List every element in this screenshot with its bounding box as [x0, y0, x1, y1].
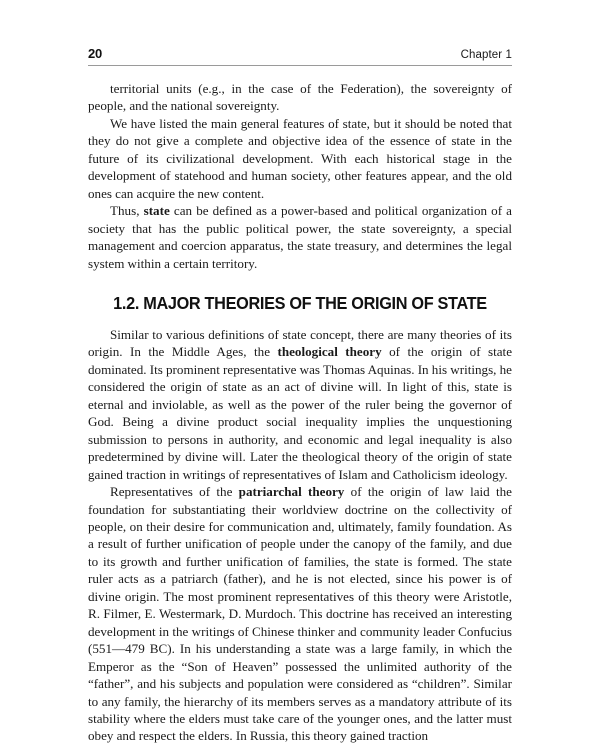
paragraph-state-definition-rest: can be defined as a power-based and political organization of a society that has the public political power, the state sovereignty, a special management and coercion apparatus, the state treasury, and determines the legal system within a certain territory. [88, 203, 512, 271]
section-heading: 1.2. MAJOR THEORIES OF THE ORIGIN OF STATE [113, 292, 487, 313]
heading-space-above [88, 272, 512, 293]
paragraph-patriarchal-theory [88, 483, 512, 745]
header-rule [88, 65, 512, 66]
bold-term-patriarchal-theory: patriarchal theory [238, 484, 345, 500]
paragraph-state-definition [88, 202, 512, 272]
running-head [88, 46, 512, 61]
bold-term-state: state [143, 203, 170, 219]
paragraph-territorial-units: territorial units (e.g., in the case of the Federation), the sovereignty of people, and the national sovereignty. [88, 81, 512, 114]
paragraph-theological-rest: of the origin of state dominated. Its prominent representative was Thomas Aquinas. In his writings, he considered the origin of state as an act of divine will. In light of this, state is eternal and inviolable, as well as the power of the ruler being the governor of God. Being a divine product social inequality implies the unquestioning submission to persons in authority, and economic and legal inequality is also predetermined by divine will. Later the theological theory of the origin of state gained traction in writings of representatives of Islam and Catholicism ideology. [88, 344, 513, 482]
paragraph-theological-lead: Similar to various definitions of state concept, there are many theories of its origin. In the Middle Ages, the [88, 326, 512, 360]
paragraph-state-definition-lead: Thus, [110, 203, 144, 219]
chapter-label: Chapter 1 [460, 49, 512, 61]
bold-term-theological-theory: theological theory [277, 344, 382, 360]
paragraph-theological-theory [88, 326, 512, 483]
paragraph-patriarchal-lead: Representatives of the [110, 484, 239, 500]
body-text-block [88, 80, 512, 745]
heading-space-below [88, 313, 512, 326]
paragraph-patriarchal-rest: of the origin of law laid the foundation for substantiating their worldview doctrine on the collectivity of people, on their desire for communication and, ultimately, family foundation. As a result of further unification of people under the canopy of the family, and due to its growth and further unification of families, the state is formed. The state ruler acts as a patriarch (father), and he is not elected, since his power is of divine origin. The most prominent representatives of this theory were Aristotle, R. Filmer, E. Westermark, D. Murdoch. This doctrine has received an interesting development in the writings of Chinese thinker and community leader Confucius (551—479 BC). In his understanding a state was a large family, in which the Emperor as the “Son of Heaven” possessed the unlimited authority of the “father”, and his subjects and population were considered as “children”. Similar to any family, the hierarchy of its members serves as a mandatory attribute of its stability where the elders must take care of the younger ones, and the latter must obey and respect the elders. In Russia, this theory gained traction [88, 484, 512, 744]
paragraph-general-features: We have listed the main general features of state, but it should be noted that they do not give a complete and objective idea of the essence of state in the future of its civilizational development. With each historical stage in the development of statehood and human society, other features appear, and the old ones can acquire the new content. [88, 115, 512, 201]
page-number: 20 [88, 46, 103, 61]
